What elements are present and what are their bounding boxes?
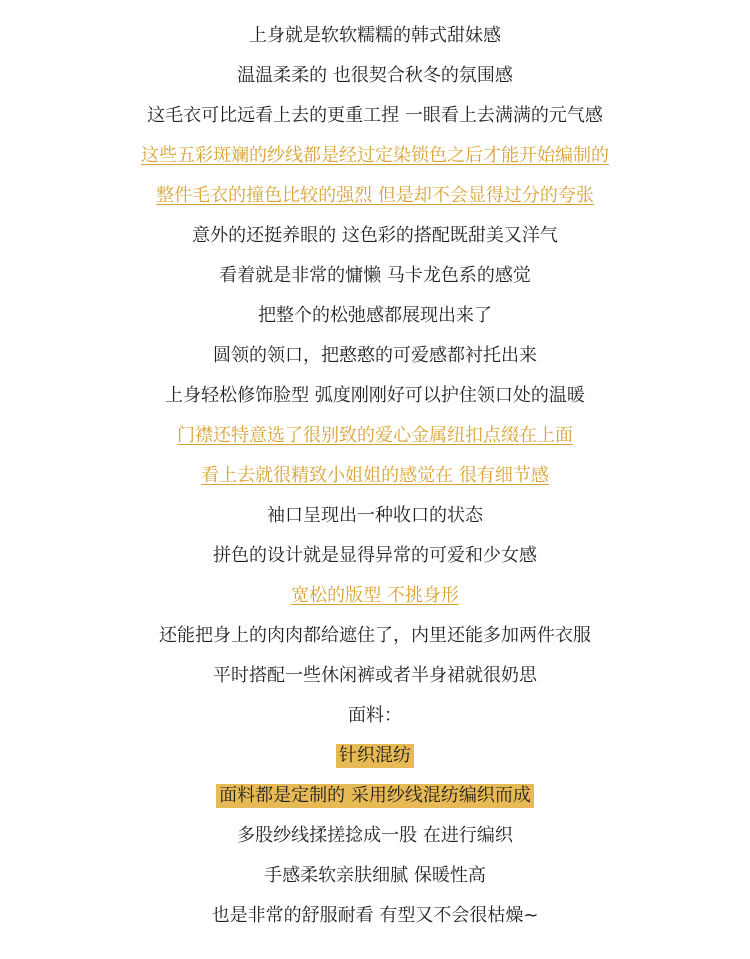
text-line (0, 496, 750, 536)
line-text: 门襟还特意选了很别致的爱心金属纽扣点缀在上面 (177, 425, 573, 446)
line-text: 把整个的松弛感都展现出来了 (258, 305, 492, 326)
text-line (0, 336, 750, 376)
line-text: 这些五彩斑斓的纱线都是经过定染锁色之后才能开始编制的 (141, 145, 609, 166)
highlighted-text-line (0, 736, 750, 776)
text-line (0, 56, 750, 96)
accent-text-line (0, 176, 750, 216)
line-text: 上身轻松修饰脸型 弧度刚刚好可以护住领口处的温暖 (165, 385, 585, 406)
fabric-heading (0, 696, 750, 736)
line-text: 也是非常的舒服耐看 有型又不会很枯燥~ (211, 905, 539, 926)
line-text: 面料： (348, 705, 402, 726)
line-text: 圆领的领口，把憨憨的可爱感都衬托出来 (213, 345, 537, 366)
line-text: 这毛衣可比远看上去的更重工捏 一眼看上去满满的元气感 (147, 105, 603, 126)
line-text: 看着就是非常的慵懒 马卡龙色系的感觉 (219, 265, 531, 286)
text-line (0, 656, 750, 696)
text-line (0, 216, 750, 256)
text-line (0, 296, 750, 336)
line-text: 整件毛衣的撞色比较的强烈 但是却不会显得过分的夸张 (156, 185, 594, 206)
text-line (0, 856, 750, 896)
line-text: 手感柔软亲肤细腻 保暖性高 (264, 865, 486, 886)
line-text: 拼色的设计就是显得异常的可爱和少女感 (213, 545, 537, 566)
text-line (0, 16, 750, 56)
accent-text-line (0, 456, 750, 496)
line-text: 上身就是软软糯糯的韩式甜妹感 (249, 25, 501, 46)
line-text: 温温柔柔的 也很契合秋冬的氛围感 (237, 65, 513, 86)
accent-text-line (0, 416, 750, 456)
line-text: 平时搭配一些休闲裤或者半身裙就很奶思 (213, 665, 537, 686)
text-line (0, 96, 750, 136)
text-line (0, 616, 750, 656)
accent-text-line (0, 576, 750, 616)
line-text: 针织混纺 (336, 744, 414, 768)
line-text: 袖口呈现出一种收口的状态 (267, 505, 483, 526)
text-line (0, 536, 750, 576)
line-text: 看上去就很精致小姐姐的感觉在 很有细节感 (201, 465, 549, 486)
line-text: 还能把身上的肉肉都给遮住了，内里还能多加两件衣服 (159, 625, 591, 646)
text-line (0, 816, 750, 856)
text-line (0, 376, 750, 416)
product-description (0, 16, 750, 936)
line-text: 面料都是定制的 采用纱线混纺编织而成 (216, 784, 534, 808)
text-line (0, 896, 750, 936)
line-text: 意外的还挺养眼的 这色彩的搭配既甜美又洋气 (192, 225, 558, 246)
text-line (0, 256, 750, 296)
line-text: 多股纱线揉搓捻成一股 在进行编织 (237, 825, 513, 846)
line-text: 宽松的版型 不挑身形 (291, 585, 459, 606)
accent-text-line (0, 136, 750, 176)
highlighted-text-line (0, 776, 750, 816)
